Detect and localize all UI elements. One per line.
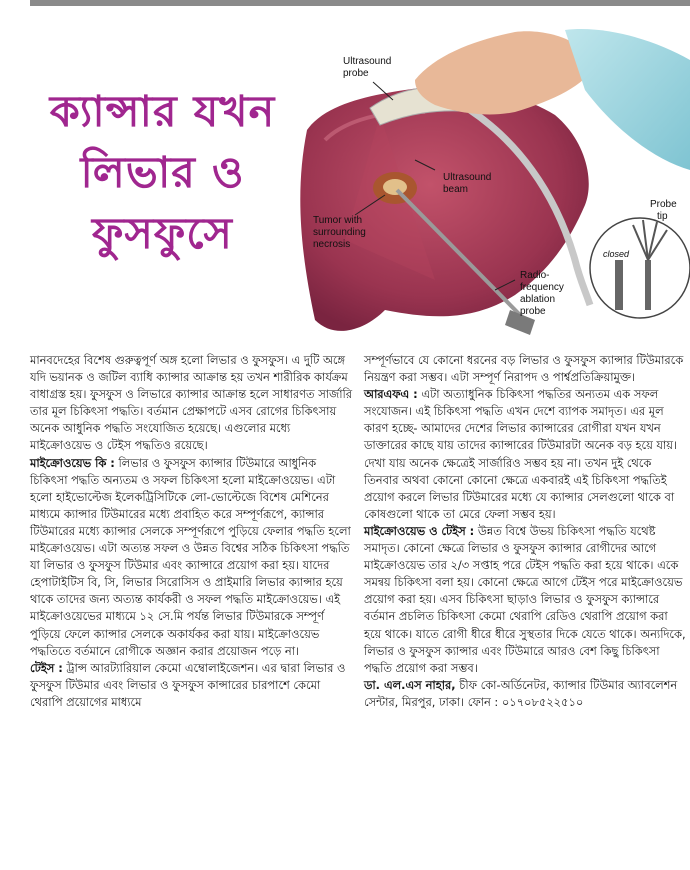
rfa-body: এটা অত্যাধুনিক চিকিৎসা পদ্ধতির অন্যতম এক সফল সংযোজন। এই চিকিৎসা পদ্ধতি এখন দেশে ব্যাপক সমাদৃত। এর মূল কারণ হচ্ছে- আমাদের দেশের লিভার ক্যান্সারের রোগীরা যখন যখন ডাক্তারের কাছে যায় তাদের ক্যান্সারের টিউমারটা অনেক বড় হয়ে যায়। দেখা যায় অনেক ক্ষেত্রেই সার্জারিও সম্ভব হয় না। তখন দুই থেকে তিনবার অথবা কোনো কোনো ক্ষেত্রে একবারই এই চিকিৎসা পদ্ধতিই প্রয়োগ করলে লিভার টিউমারের মধ্যে যে ক্যান্সার সেলগুলো থাকে বা কোষগুলো থাকে তা মেরে ফেলা সম্ভব হয়। [364, 387, 678, 521]
hand [415, 31, 595, 114]
probe-tip-inset [590, 218, 690, 318]
rfa-heading: আরএফএ : [364, 387, 418, 402]
tace-continuation: সম্পূর্ণভাবে যে কোনো ধরনের বড় লিভার ও ফুসফুস ক্যান্সার টিউমারকে নিয়ন্ত্রণ করা সম্ভব। এটা সম্পূর্ণ নিরাপদ ও পার্শ্বপ্রতিক্রিয়ামুক্ত। [364, 353, 684, 385]
tace-body-left: ট্রান্স আরট্যারিয়াল কেমো এম্বোলাইজেশন। এর দ্বারা লিভার ও ফুসফুস টিউমার এবং লিভার ও ফুসফুস কান্সারের চারপাশে কেমো থেরাপি প্রয়োগের মাধ্যমে [30, 660, 346, 709]
tace-section [30, 660, 354, 711]
tace-heading: টেইস : [30, 660, 63, 675]
author-name: ডা. এল.এস নাহার, [364, 677, 456, 692]
article-column-right [364, 352, 686, 711]
headline-line-1: ক্যান্সার যখন [49, 87, 276, 137]
tumor-core [383, 179, 407, 195]
top-rule [30, 0, 690, 6]
label-probe-tip: Probe tip [650, 199, 677, 222]
intro-paragraph: মানবদেহের বিশেষ গুরুত্বপূর্ণ অঙ্গ হলো লিভার ও ফুসফুস। এ দুটি অঙ্গে যদি ভয়ানক ও জটিল ব্যাধি ক্যান্সার আক্রান্ত হয় তখন শারীরিক কার্যক্রম বাধাগ্রস্ত হয়। ফুসফুস ও লিভারে ক্যান্সার আক্রান্ত হলে সাধারণত সার্জারি তার মূল চিকিৎসা পদ্ধতি। বর্তমান প্রেক্ষাপটে এসব রোগের চিকিৎসায় অনেক আধুনিক পদ্ধতি সংযোজিত হয়েছে। এগুলোর মধ্যে মাইক্রোওয়েভ ও টেইস পদ্ধতিও রয়েছে। [30, 353, 353, 453]
headline-line-2: লিভার ও [80, 148, 245, 198]
liver-ablation-illustration [285, 20, 690, 350]
headline-line-3: ফুসফুসে [92, 209, 233, 259]
microwave-heading: মাইক্রোওয়েভ কি : [30, 455, 115, 470]
label-closed: closed [603, 249, 630, 259]
label-rfa-probe: Radio- frequency ablation probe [520, 270, 564, 317]
probe-tip-closed [615, 260, 623, 310]
label-tumor: Tumor with surrounding necrosis [313, 215, 366, 250]
mw-tace-section [364, 523, 686, 677]
rfa-section [364, 386, 686, 523]
mw-tace-body: উন্নত বিশ্বে উভয় চিকিৎসা পদ্ধতি যথেষ্ট সমাদৃত। কোনো ক্ষেত্রে লিভার ও ফুসফুস ক্যান্সার রোগীদের আগে মাইক্রোওয়েভ তার ২/৩ সপ্তাহ পরে টেইস পদ্ধতি করা হয়ে থাকে। একে সমন্বয় চিকিৎসা বলা হয়। কোনো ক্ষেত্রে আগে টেইস পরে মাইক্রোওয়েভ প্রয়োগ করা হয়। এসব চিকিৎসা ছাড়াও লিভার ও ফুসফুস ক্যান্সারে বর্তমান প্রচলিত চিকিৎসা কেমো থেরাপি রেডিও থেরাপি প্রয়োগ করা হয়ে থাকে। যাতে রোগী ধীরে ধীরে সুস্থতার দিকে যেতে থাকে। অন্যদিকে, লিভার ও ফুসফুস ক্যান্সার এবং টিউমারে আরও বেশ কিছু চিকিৎসা পদ্ধতি প্রয়োগ করা সম্ভব। [364, 523, 686, 675]
author-credit [364, 677, 686, 711]
microwave-section [30, 455, 354, 660]
author-role: চীফ কো-অর্ডিনেটর, ক্যান্সার টিউমার অ্যাবলেশন সেন্টার, মিরপুর, ঢাকা। ফোন : ০১৭০৮৫২২৫১০ [364, 677, 678, 709]
label-ultrasound-probe: Ultrasound probe [343, 56, 392, 79]
headline [40, 82, 285, 265]
sleeve [565, 29, 690, 170]
mw-tace-heading: মাইক্রোওয়েভ ও টেইস : [364, 523, 475, 538]
article-column-left [30, 352, 354, 711]
label-ultrasound-beam: Ultrasound beam [443, 172, 492, 195]
microwave-body: লিভার ও ফুসফুস ক্যান্সার টিউমারে আধুনিক চিকিৎসা পদ্ধতি অন্যতম ও সফল চিকিৎসা হলো মাইক্রোওয়েভ। এটা হলো হাইভোল্টেজ ইলেকট্রিসিটিকে লো-ভোল্টেজে বিশেষ মেশিনের মাধ্যমে ক্যান্সার টিউমারের মধ্যে প্রবাহিত করে সম্পূর্ণরূপে, ক্যান্সার টিউমারের মধ্যে ক্যান্সার সেলকে সম্পূর্ণরূপে পুড়িয়ে ফেলার পদ্ধতি হলো মাইক্রোওয়েভ। এটা অত্যন্ত সফল ও উন্নত বিশ্বের সঠিক চিকিৎসা পদ্ধতি যা লিভার ও ফুসফুস টিউমার এবং ক্যান্সারে প্রয়োগ করা হয়। যাদের হেপাটাইটিস বি, সি, লিভার সিরোসিস ও প্রাইমারি লিভার ক্যান্সার হয়ে থাকে তাদের জন্য অত্যন্ত কার্যকরী ও সফল পদ্ধতি মাইক্রোওয়েভ। এই মাইক্রোওয়েভের মাধ্যমে ১২ সে.মি পর্যন্ত লিভার টিউমারকে সম্পূর্ণ পুড়িয়ে ফেলে ক্যান্সার সেলকে অকার্যকর করা যায়। মাইক্রোওয়েভ পদ্ধতিতে বর্তমানে রোগীকে অজ্ঞান করার প্রয়োজন পড়ে না। [30, 455, 351, 658]
